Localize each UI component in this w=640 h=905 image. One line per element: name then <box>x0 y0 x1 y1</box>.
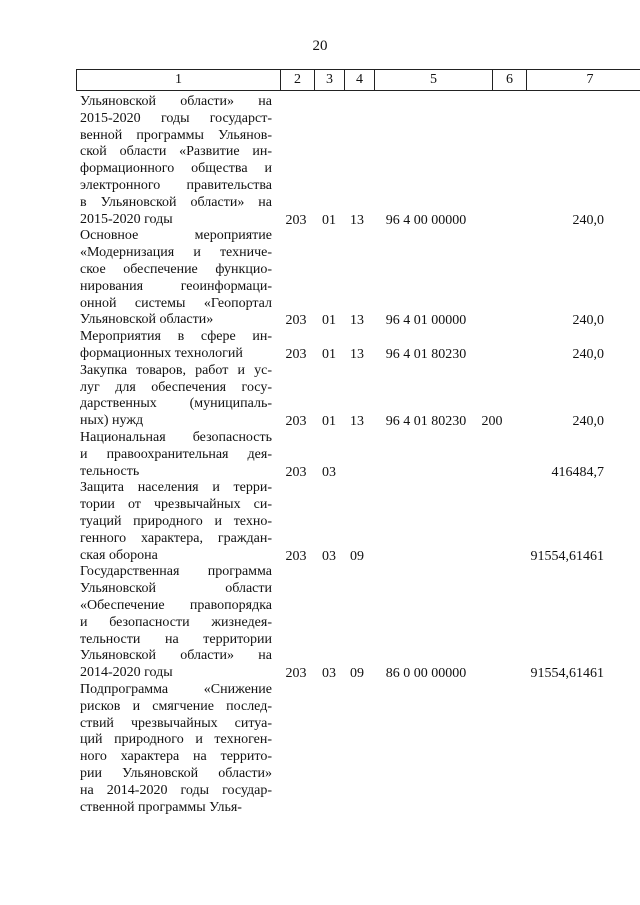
description-line: Ульяновской области» на <box>80 94 272 109</box>
col-2-cell: 203 <box>285 212 307 228</box>
col-7-amount: 240,0 <box>572 414 604 430</box>
description-line: ское обеспечение функцио- <box>80 261 272 277</box>
header-cell-5: 5 <box>374 70 492 90</box>
col-3-cell: 01 <box>322 313 336 329</box>
col-4-cell: 09 <box>350 666 364 682</box>
col-2-cell: 203 <box>285 666 307 682</box>
col-5-cell: 96 4 01 80230 <box>385 346 467 362</box>
col-3-cell: 03 <box>322 666 336 682</box>
description-line: формационного общества и <box>80 161 272 177</box>
col-7-amount: 240,0 <box>572 313 604 329</box>
description-line: 2015-2020 годы <box>80 211 173 227</box>
row-description <box>80 228 272 329</box>
row-description <box>80 480 272 564</box>
description-line: Защита населения и терри- <box>80 480 272 496</box>
description-line: тельности на территории <box>80 631 272 647</box>
col-7-amount: 91554,61461 <box>530 548 604 564</box>
description-line: тельность <box>80 463 140 479</box>
description-line: ных) нужд <box>80 413 144 429</box>
description-line: ций природного и техноген- <box>80 732 272 748</box>
description-line: и правоохранительная дея- <box>80 446 272 462</box>
col-4-cell: 13 <box>350 212 364 228</box>
table-header <box>76 69 640 91</box>
description-line: Ульяновской области» на <box>80 648 272 664</box>
description-line: формационных технологий <box>80 345 243 361</box>
col-7-amount: 240,0 <box>572 212 604 228</box>
description-line: Мероприятия в сфере ин- <box>80 329 272 345</box>
row-description <box>80 682 272 816</box>
description-line: «Модернизация и техниче- <box>80 245 272 261</box>
col-5-cell: 86 0 00 00000 <box>385 666 467 682</box>
row-description <box>80 564 272 682</box>
col-3-cell: 03 <box>322 464 336 480</box>
description-line: онной системы «Геопортал <box>80 295 272 311</box>
description-line: нирования геоинформаци- <box>80 278 272 294</box>
description-line: дарственных (муниципаль- <box>80 396 272 412</box>
col-7-amount: 91554,61461 <box>530 666 604 682</box>
row-description <box>80 430 272 480</box>
col-3-cell: 01 <box>322 346 336 362</box>
description-line: ственной программы Улья- <box>80 799 242 815</box>
col-2-cell: 203 <box>285 346 307 362</box>
col-4-cell: 13 <box>350 346 364 362</box>
description-line: Ульяновской области <box>80 581 272 597</box>
description-line: Национальная безопасность <box>80 430 272 445</box>
description-line: рисков и смягчение послед- <box>80 698 272 714</box>
header-cell-2: 2 <box>280 70 314 90</box>
description-line: ской области «Развитие ин- <box>80 144 272 160</box>
header-cell-1: 1 <box>76 70 280 90</box>
description-line: 2015-2020 годы государст- <box>80 110 272 126</box>
description-line: Закупка товаров, работ и ус- <box>80 362 272 378</box>
col-3-cell: 01 <box>322 414 336 430</box>
description-line: туаций природного и техно- <box>80 513 272 529</box>
col-3-cell: 01 <box>322 212 336 228</box>
col-3-cell: 03 <box>322 548 336 564</box>
description-line: и безопасности жизнедея- <box>80 614 272 630</box>
description-line: Ульяновской области» <box>80 312 214 328</box>
description-line: в Ульяновской области» на <box>80 194 272 210</box>
description-line: ствий чрезвычайных ситуа- <box>80 715 272 731</box>
col-2-cell: 203 <box>285 313 307 329</box>
description-line: Подпрограмма «Снижение <box>80 682 272 697</box>
page-number: 20 <box>312 38 328 54</box>
row-description <box>80 363 272 430</box>
header-cell-4: 4 <box>344 70 374 90</box>
row-description <box>80 329 272 363</box>
description-line: генного характера, граждан- <box>80 530 272 546</box>
col-4-cell: 13 <box>350 313 364 329</box>
description-line: ного характера на террито- <box>80 749 272 765</box>
description-line: 2014-2020 годы <box>80 665 173 681</box>
col-2-cell: 203 <box>285 464 307 480</box>
col-4-cell: 13 <box>350 414 364 430</box>
description-line: ская оборона <box>80 547 158 563</box>
description-line: рии Ульяновской области» <box>80 765 272 781</box>
col-6-cell: 200 <box>481 414 503 430</box>
header-cell-7: 7 <box>526 70 640 90</box>
row-description <box>80 94 272 228</box>
header-cell-6: 6 <box>492 70 526 90</box>
description-line: тории от чрезвычайных си- <box>80 497 272 513</box>
header-cell-3: 3 <box>314 70 344 90</box>
col-5-cell: 96 4 01 00000 <box>385 313 467 329</box>
col-4-cell: 09 <box>350 548 364 564</box>
col-2-cell: 203 <box>285 548 307 564</box>
col-2-cell: 203 <box>285 414 307 430</box>
col-5-cell: 96 4 00 00000 <box>385 212 467 228</box>
description-line: венной программы Ульянов- <box>80 127 272 143</box>
description-line: на 2014-2020 годы государ- <box>80 782 272 798</box>
description-line: электронного правительства <box>80 177 272 193</box>
col-7-amount: 240,0 <box>572 346 604 362</box>
description-line: «Обеспечение правопорядка <box>80 597 272 613</box>
col-5-cell: 96 4 01 80230 <box>385 414 467 430</box>
description-line: луг для обеспечения госу- <box>80 379 272 395</box>
col-7-amount: 416484,7 <box>551 464 604 480</box>
description-line: Государственная программа <box>80 564 272 580</box>
description-line: Основное мероприятие <box>80 228 272 244</box>
